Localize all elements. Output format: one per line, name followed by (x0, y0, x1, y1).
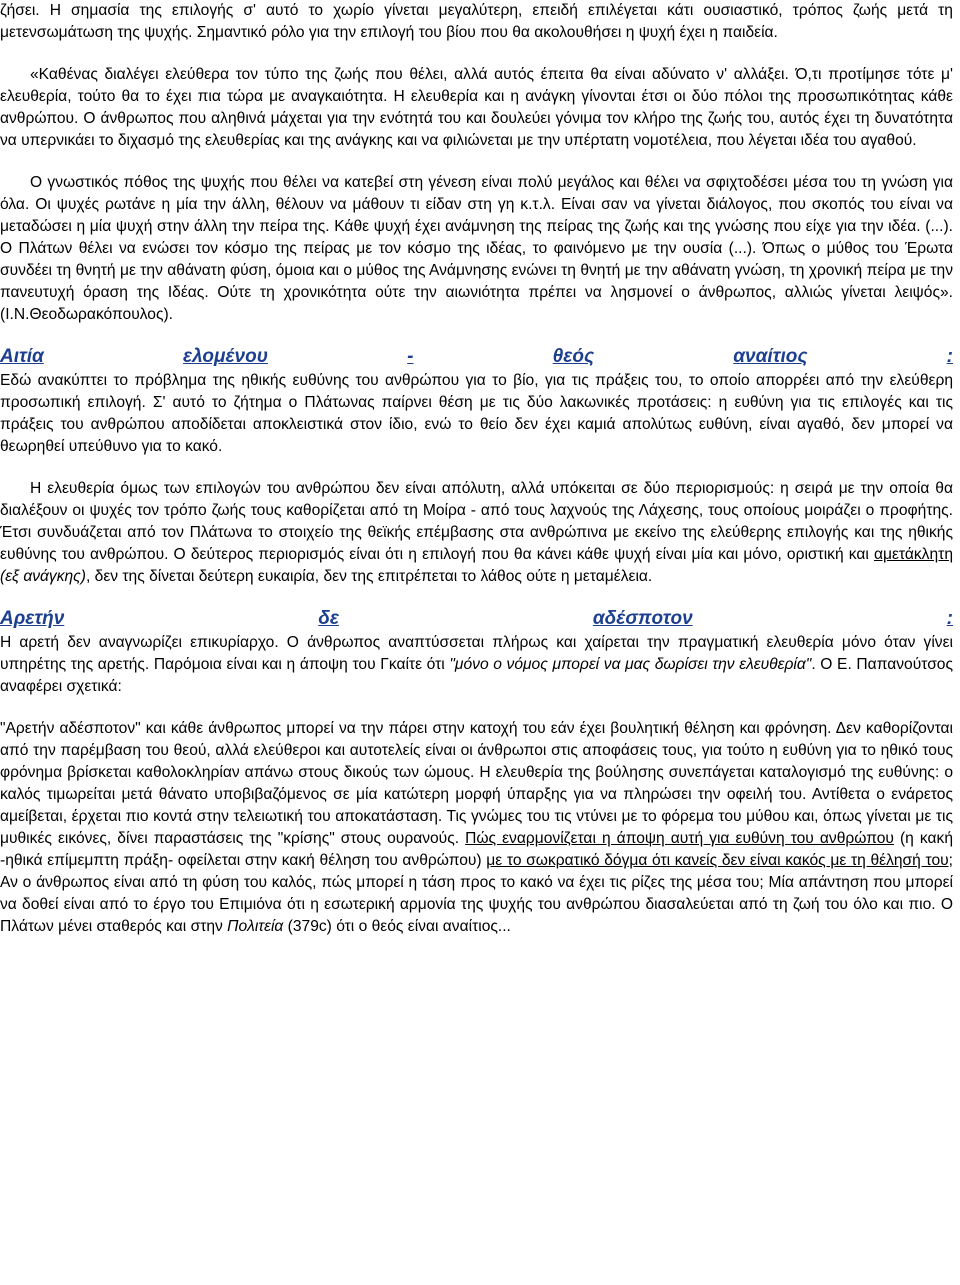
text-run: Η αρετή δεν αναγνωρίζει επικυρίαρχο. Ο άνθρωπος αναπτύσσεται πλήρως και χαίρεται την πραγματική ελευθερία μόνο όταν γίνει υπηρέτης της αρετής. Παρόμοια είναι και η άποψη του Γκαίτε ότι (0, 634, 953, 673)
text-run: "Αρετήν αδέσποτον" και κάθε άνθρωπος μπορεί να την πάρει στην κατοχή του εάν έχει βουλητική θέληση και φρόνηση. Δεν καθορίζονται από την παρέμβαση του θεού, αλλά ελεύθεροι και αυτοτελείς είναι οι άνθρωποι στις αποφάσεις τους, για τούτο η ευθύνη για το ηθικό τους φρόνημα βρίσκεται καθολοκληρίαν απάνω στους δικούς των ώμους. Η ελευθερία της βούλησης συνεπάγεται καταλογισμό της ευθύνης: ο καλός τιμωρείται μετά θάνατο υποβιβαζόμενος σε μία κατώτερη μορφή ύπαρξης για να πληρώσει την οφειλή του. Αντίθετα ο ενάρετος αμείβεται, έρχεται πιο κοντά στην τελειωτική του αποκατάσταση. Τις γνώμες του τις ντύνει με το φόρεμα του μύθου και, όπως γίνεται με τις μυθικές εικόνες, δίνει παραστάσεις της "κρίσης" στους ουρανούς. (0, 720, 953, 847)
heading-word: θεός (552, 346, 595, 367)
heading-word: αδέσποτον (592, 608, 693, 629)
italic-quote: "μόνο ο νόμος μπορεί να μας δωρίσει την ελευθερία" (449, 656, 812, 673)
paragraph-knowledge: Ο γνωστικός πόθος της ψυχής που θέλει να κατεβεί στη γένεση είναι πολύ μεγάλος και θέλει να σφιχτοδέσει μέσα του τη γνώση για όλα. Οι ψυχές ρωτάνε η μία την άλλη, θέλουν να μάθουν τι είδαν στη γη κ.τ.λ. Είναι σαν να γίνεται διάλογος, που σκοπός του είναι να μεταδώσει η μία ψυχή στην άλλη την πείρα της. Κάθε ψυχή έχει ανάμνηση της πείρας της ζωής και της γνώσης που είχε για την ιδέα. (...). Ο Πλάτων θέλει να ενώσει τον κόσμο της πείρας με τον κόσμο της ιδέας, το φαινόμενο με την ουσία (...). Όπως ο μύθος του Έρωτα συνδέει τη θνητή με την αθάνατη φύση, όμοια και ο μύθος της Ανάμνησης ενώνει τη θνητή με την αθάνατη γνώση, τη χρονική πείρα με την πανευτυχή όραση της Ιδέας. Ούτε τη χρονικότητα ούτε την αιωνιότητα πρέπει να λησμονεί ο άνθρωπος, αλλιώς γίνεται λειψός». (Ι.Ν.Θεοδωρακόπουλος). (0, 174, 953, 323)
heading-word: Αρετήν (0, 608, 65, 629)
text-run: . Ο Ε. Παπανούτσος αναφέρει σχετικά: (0, 656, 953, 695)
underlined-term: αμετάκλητη (873, 546, 953, 563)
heading-word: δε (318, 608, 339, 629)
text-run: Αν ο άνθρωπος είναι από τη φύση του καλός, πώς μπορεί η τάση προς το κακό να έχει τις ρίζες της μέσα του; Μία απάντηση που μπορεί να δοθεί είναι από το έργο του Επιμιόνα ότι η εσωτερική αρμονία της ψυχής του ανθρώπου διασαλεύεται από τη ζωή του όλο και πιο. Ο Πλάτων μένει σταθερός και στην (0, 874, 953, 935)
paragraph-intro: ζήσει. Η σημασία της επιλογής σ' αυτό το χωρίο γίνεται μεγαλύτερη, επειδή επιλέγεται κάτι ουσιαστικό, τρόπος ζωής μετά τη μετενσωμάτωση της ψυχής. Σημαντικό ρόλο για την επιλογή του βίου που θα ακολουθήσει η ψυχή έχει η παιδεία. (0, 2, 953, 41)
underlined-question: Πώς εναρμονίζεται η άποψη αυτή για ευθύνη του ανθρώπου (465, 830, 894, 847)
heading-word: - (407, 346, 414, 367)
italic-title: Πολιτεία (227, 918, 284, 935)
heading-word: αναίτιος (733, 346, 808, 367)
underlined-question: με το σωκρατικό δόγμα ότι κανείς δεν είναι κακός με τη θέλησή του; (486, 852, 953, 869)
text-run: , δεν της δίνεται δεύτερη ευκαιρία, δεν της επιτρέπεται το λάθος ούτε η μεταμέλεια. (85, 568, 653, 585)
paragraph-virtue (0, 632, 953, 698)
section-heading-areti (0, 606, 953, 632)
section-heading-aitia (0, 344, 953, 370)
heading-word: : (946, 608, 953, 629)
text-run: (379c) ότι ο θεός είναι αναίτιος... (283, 918, 511, 935)
text-run: Η ελευθερία όμως των επιλογών του ανθρώπου δεν είναι απόλυτη, αλλά υπόκειται σε δύο περιορισμούς: η σειρά με την οποία θα διαλέξουν οι ψυχές τον τρόπο ζωής τους καθορίζεται από τη Μοίρα - από τους λαχνούς της Λάχεσης, τους οποίους μοιράζει ο προφήτης. Έτσι συνδυάζεται από τον Πλάτωνα το στοιχείο της θεϊκής επέμβασης στα ανθρώπινα με εκείνο της ελεύθερης επιλογής και της ηθικής ευθύνης του ανθρώπου. Ο δεύτερος περιορισμός είναι ότι η επιλογή που θα κάνει κάθε ψυχή είναι μία και μόνο, οριστική και (0, 480, 953, 563)
heading-word: ελομένου (183, 346, 268, 367)
heading-word: Αιτία (0, 346, 44, 367)
italic-term: (εξ ανάγκης) (0, 568, 86, 585)
paragraph-quote: «Καθένας διαλέγει ελεύθερα τον τύπο της ζωής που θέλει, αλλά αυτός έπειτα θα είναι αδύνατο ν' αλλάξει. Ό,τι προτίμησε τότε μ' ελευθερία, τούτο θα το έχει πια τώρα με αναγκαιότητα. Η ελευθερία και η ανάγκη γίνονται έτσι οι δύο πόλοι της προσωπικότητας κάθε ανθρώπου. Ο άνθρωπος που αληθινά μάχεται για την ενότητά του και δουλεύει γόνιμα τον κλήρο της ζωής του, αυτός έχει τη δυνατότητα να υπερνικάει το διχασμό της ελευθερίας και της ανάγκης και να φιλιώνεται με την υπέρτατη νομοτέλεια, που λέγεται ιδέα του αγαθού. (0, 66, 953, 149)
heading-word: : (946, 346, 953, 367)
paragraph-responsibility: Εδώ ανακύπτει το πρόβλημα της ηθικής ευθύνης του ανθρώπου για το βίο, για τις πράξεις του, το οποίο απορρέει από την ελεύθερη προσωπική επιλογή. Σ' αυτό το ζήτημα ο Πλάτωνας παίρνει θέση με τις δύο λακωνικές προτάσεις: η ευθύνη για τις επιλογές και τις πράξεις του ανθρώπου αποδίδεται αποκλειστικά στον ίδιο, ενώ το θείο δεν έχει καμιά απολύτως ευθύνη, είναι αγαθό, δεν μπορεί να θεωρηθεί υπεύθυνο για το κακό. (0, 372, 953, 455)
paragraph-limits (0, 478, 953, 588)
text-run: (η κακή -ηθικά επίμεμπτη πράξη- οφείλεται στην κακή θέληση του ανθρώπου) (0, 830, 953, 869)
paragraph-papanoutsos (0, 718, 953, 938)
